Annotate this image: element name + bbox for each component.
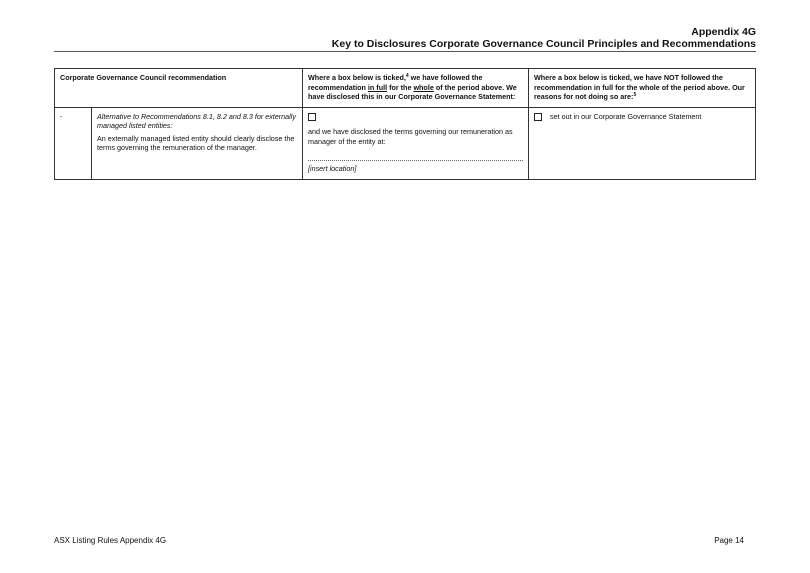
recommendation-body: An externally managed listed entity should clearly disclose the terms governing the remuneration of the manager. <box>97 133 295 152</box>
row-not-followed <box>529 107 756 179</box>
header-rule <box>54 51 756 52</box>
location-placeholder: [insert location] <box>308 164 357 173</box>
header-followed <box>303 69 529 108</box>
header-recommendation: Corporate Governance Council recommendation <box>55 69 303 108</box>
header-not-followed-text: Where a box below is ticked, we have NOT followed the recommendation in full for the whole of the period above. Our reasons for not doing so are: <box>534 73 745 101</box>
row-recommendation <box>92 107 303 179</box>
header-not-followed <box>529 69 756 108</box>
row-number: - <box>55 107 92 179</box>
header-followed-text-c: for the <box>387 82 414 92</box>
header-followed-text-b: we have followed the recommendation <box>308 73 483 92</box>
table-row <box>55 107 756 179</box>
row-followed <box>303 107 529 179</box>
recommendations-table <box>54 68 756 180</box>
location-fill-line[interactable] <box>308 146 523 161</box>
footnote-4: 4 <box>405 73 409 79</box>
followed-text: and we have disclosed the terms governing our remuneration as manager of the entity at: <box>308 127 513 146</box>
header-followed-in-full: in full <box>367 82 388 92</box>
footer-page-number: Page 14 <box>714 536 744 545</box>
header-followed-text-a: Where a box below is ticked, <box>308 73 406 82</box>
recommendation-title: Alternative to Recommendations 8.1, 8.2 and 8.3 for externally managed listed entities: <box>97 111 296 130</box>
footnote-5: 5 <box>633 92 637 98</box>
not-followed-checkbox[interactable] <box>534 113 542 121</box>
followed-checkbox[interactable] <box>308 113 316 121</box>
document-subtitle: Key to Disclosures Corporate Governance Council Principles and Recommendations <box>331 38 756 50</box>
appendix-title: Appendix 4G <box>691 26 756 38</box>
header-followed-text-d: of the period above. We have disclosed this in our Corporate Governance Statement: <box>308 82 517 101</box>
footer-document-name: ASX Listing Rules Appendix 4G <box>54 536 167 545</box>
not-followed-text: set out in our Corporate Governance Statement <box>550 111 702 121</box>
document-header <box>332 26 756 50</box>
table-header-row <box>55 69 756 108</box>
header-followed-whole: whole <box>413 82 434 92</box>
